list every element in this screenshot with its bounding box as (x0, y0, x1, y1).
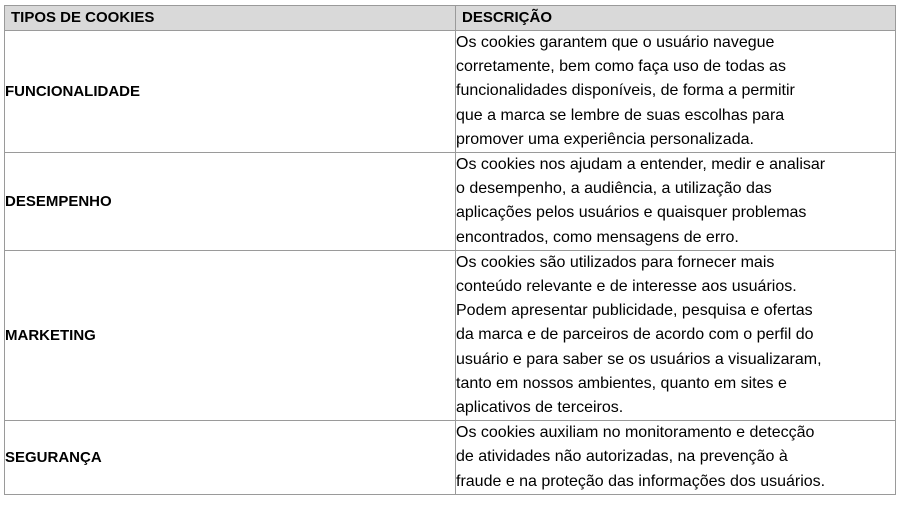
description-line: tanto em nossos ambientes, quanto em sites e (456, 374, 787, 392)
cookie-type-label: SEGURANÇA (5, 421, 456, 495)
description-line: conteúdo relevante e de interesse aos usuários. (456, 278, 797, 296)
table-row (5, 250, 896, 420)
description-line: de atividades não autorizadas, na prevenção à (456, 448, 788, 466)
table-row (5, 31, 896, 153)
description-line: da marca e de parceiros de acordo com o perfil do (456, 326, 814, 344)
cookie-description (456, 250, 896, 420)
table-row (5, 153, 896, 251)
description-line: Os cookies nos ajudam a entender, medir e analisar (456, 156, 826, 174)
table-row (5, 421, 896, 495)
cookie-description (456, 31, 896, 153)
description-line: Os cookies auxiliam no monitoramento e detecção (456, 424, 815, 442)
description-line: usuário e para saber se os usuários a visualizaram, (456, 350, 822, 368)
description-line: aplicações pelos usuários e quaisquer problemas (456, 204, 807, 222)
cookie-description (456, 421, 896, 495)
description-line: Os cookies são utilizados para fornecer mais (456, 253, 775, 271)
cookie-description (456, 153, 896, 251)
description-line: fraude e na proteção das informações dos usuários. (456, 472, 826, 490)
description-line: promover uma experiência personalizada. (456, 130, 754, 148)
description-line: corretamente, bem como faça uso de todas as (456, 58, 786, 76)
header-description: DESCRIÇÃO (456, 6, 896, 31)
description-line: Podem apresentar publicidade, pesquisa e ofertas (456, 302, 813, 320)
description-line: Os cookies garantem que o usuário navegue (456, 34, 775, 51)
header-row (5, 6, 896, 31)
description-line: aplicativos de terceiros. (456, 399, 624, 417)
cookie-type-label: DESEMPENHO (5, 153, 456, 251)
cookie-types-table (4, 5, 896, 495)
cookie-type-label: FUNCIONALIDADE (5, 31, 456, 153)
cookie-type-label: MARKETING (5, 250, 456, 420)
description-line: que a marca se lembre de suas escolhas para (456, 106, 785, 124)
description-line: encontrados, como mensagens de erro. (456, 228, 739, 246)
description-line: funcionalidades disponíveis, de forma a permitir (456, 82, 795, 100)
description-line: o desempenho, a audiência, a utilização das (456, 180, 772, 198)
header-cookie-types: TIPOS DE COOKIES (5, 6, 456, 31)
